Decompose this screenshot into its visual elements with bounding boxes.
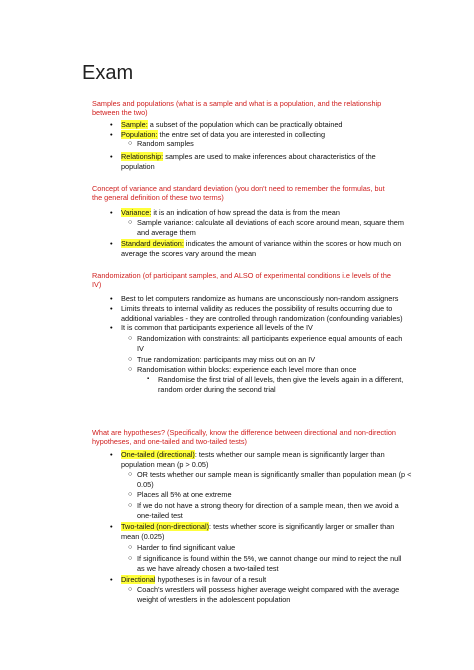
list-item [121,239,401,248]
item-continuation: and average them [137,227,196,237]
list-item [121,130,325,139]
list-item: Coach's wrestlers will possess higher average weight compared with the average [137,585,400,594]
section-heading-hypotheses [92,428,442,447]
circle-bullet-icon: ○ [128,471,133,478]
item-continuation: population mean (p > 0.05) [121,459,209,469]
list-item: Sample variance: calculate all deviations of each score around mean, square them [137,218,404,227]
heading-line: between the two) [92,108,148,118]
list-item: Best to let computers randomize as humans are unconsciously non-random assigners [121,294,399,303]
bullet-icon: • [110,294,113,303]
item-continuation: one-tailed test [137,510,183,520]
term-highlight: Standard deviation: [121,239,184,248]
list-item [121,208,340,217]
bullet-icon: • [110,129,113,139]
heading-line: Concept of variance and standard deviation (you don't need to remember the formulas, but [92,184,385,193]
item-text: a subset of the population which can be practically obtained [147,120,343,129]
list-item: Randomisation within blocks: experience each level more than once [137,365,357,374]
item-continuation: 0.05) [137,479,154,489]
circle-bullet-icon: ○ [128,586,133,593]
list-item: OR tests whether our sample mean is significantly smaller than population mean (p < [137,470,412,479]
circle-bullet-icon: ○ [128,219,133,226]
heading-line: hypotheses, and one-tailed and two-tailed tests) [92,437,247,447]
list-item: Limits threats to internal validity as reduces the possibility of results occurring due to [121,304,393,313]
list-item [121,152,376,161]
list-item: Randomise the first trial of all levels, then give the levels again in a different, [158,375,404,384]
bullet-icon: • [110,152,113,161]
bullet-icon: • [110,120,113,129]
heading-line: What are hypotheses? (Specifically, know the difference between directional and non-direction [92,428,396,437]
list-item: If we do not have a strong theory for direction of a sample mean, then we avoid a [137,501,399,510]
item-text: : tests whether our sample mean is significantly larger than [194,450,385,459]
section-heading-samples [92,99,432,118]
list-item [121,522,394,531]
circle-bullet-icon: ○ [128,366,133,373]
list-item: Harder to find significant value [137,543,236,552]
bullet-icon: • [110,208,113,217]
term-highlight: Relationship: [121,152,164,161]
list-item: If significance is found within the 5%, we cannot change our mind to reject the null [137,554,402,563]
heading-line: Randomization (of participant samples, and ALSO of experimental conditions i.e levels of the [92,271,391,280]
circle-bullet-icon: ○ [128,555,133,562]
heading-line: the general definition of these two terms) [92,193,224,203]
item-text: indicates the amount of variance within the scores or how much on [183,239,402,248]
term-highlight: Two-tailed (non-directional) [121,522,210,531]
bullet-icon: • [110,304,113,313]
item-continuation: random order during the second trial [158,384,276,394]
term-highlight: Population: [121,129,158,139]
item-text: : tests whether score is significantly larger or smaller than [209,522,395,531]
item-continuation: population [121,161,155,171]
list-item [121,575,266,584]
item-text: the entre set of data you are interested in collecting [157,129,326,139]
term-highlight: Variance: [121,208,152,217]
item-text: it is an indication of how spread the data is from the mean [151,208,340,217]
bullet-icon: • [110,575,113,584]
bullet-icon: • [110,450,113,459]
circle-bullet-icon: ○ [128,140,133,147]
item-continuation: additional variables - they are controlled through randomization (confounding variables) [121,313,403,323]
heading-line: Samples and populations (what is a sample and what is a population, and the relationship [92,99,382,108]
circle-bullet-icon: ○ [128,502,133,509]
item-continuation: IV [137,343,144,353]
item-continuation: as we have already chosen a two-tailed test [137,563,279,573]
list-item [121,450,385,459]
item-continuation: average the scores vary around the mean [121,248,257,258]
bullet-icon: • [110,323,113,332]
term-highlight: One-tailed (directional) [121,450,195,459]
square-bullet-icon: ▪ [147,376,150,382]
list-item [121,120,343,129]
item-continuation: mean (0.025) [121,531,165,541]
bullet-icon: • [110,239,113,248]
section-heading-variance [92,184,432,203]
list-item: Randomization with constraints: all participants experience equal amounts of each [137,334,403,343]
list-item: Places all 5% at one extreme [137,490,232,499]
list-item: True randomization: participants may miss out on an IV [137,355,316,364]
page-title: Exam [82,62,134,84]
bullet-icon: • [110,522,113,531]
item-text: hypotheses is in favour of a result [155,575,267,584]
circle-bullet-icon: ○ [128,544,133,551]
item-text: samples are used to make inferences about characteristics of the [163,152,376,161]
circle-bullet-icon: ○ [128,356,133,363]
term-highlight: Sample: [121,120,148,129]
list-item: It is common that participants experience all levels of the IV [121,323,313,332]
list-item: Random samples [137,139,194,148]
circle-bullet-icon: ○ [128,335,133,342]
circle-bullet-icon: ○ [128,491,133,498]
heading-line: IV) [92,280,102,290]
item-continuation: weight of wrestlers in the adolescent population [137,594,291,604]
section-heading-randomization [92,271,432,290]
term-highlight: Directional [121,575,156,584]
